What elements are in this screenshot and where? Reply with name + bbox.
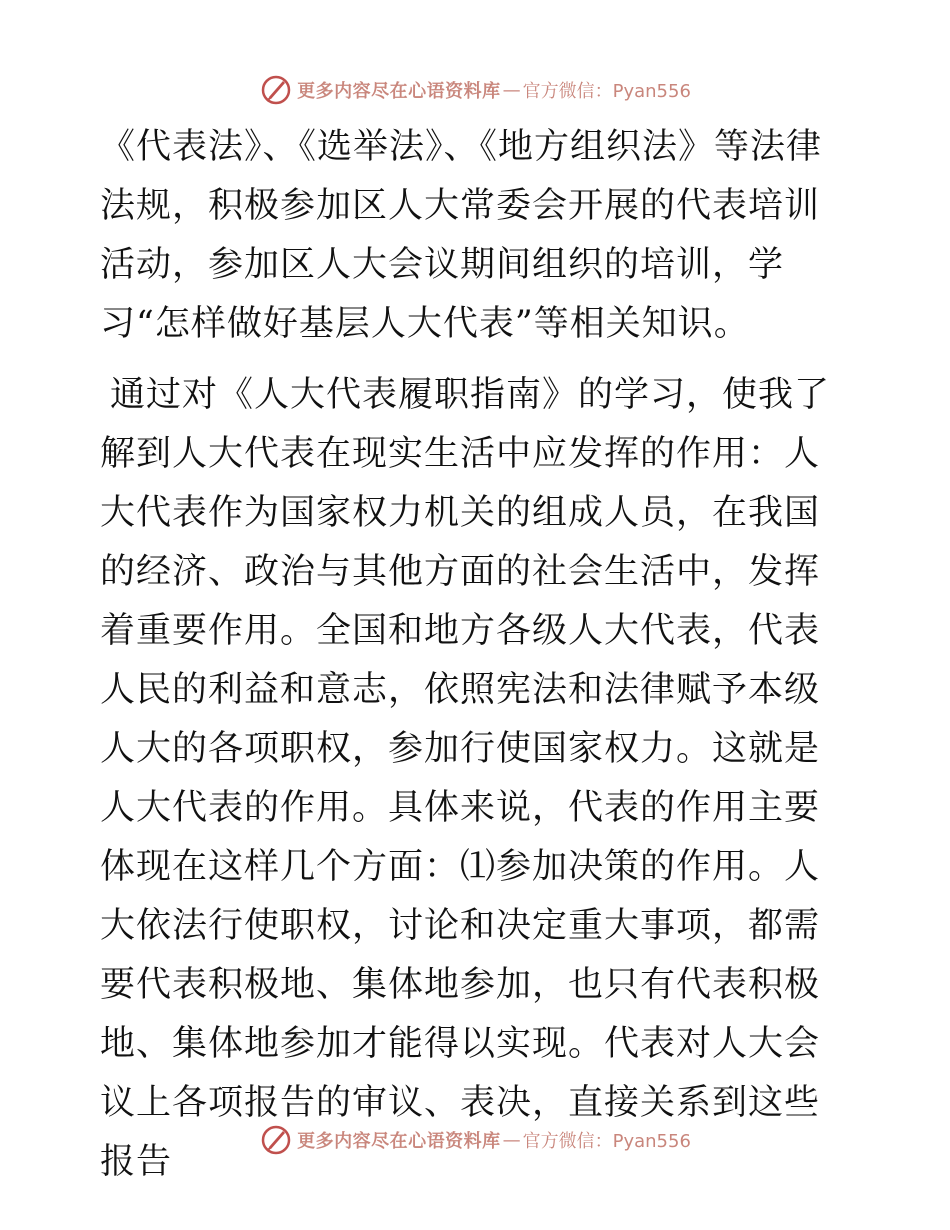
watermark-contact: 官方微信：Pyan556 <box>522 1131 691 1152</box>
header-watermark <box>0 70 950 110</box>
footer-watermark <box>0 1120 950 1160</box>
quill-logo-icon <box>259 73 293 107</box>
paragraph-1: 《代表法》、《选举法》、《地方组织法》等法律法规，积极参加区人大常委会开展的代表培训活动，参加区人大会议期间组织的培训，学习“怎样做好基层人大代表”等相关知识。 <box>100 127 823 344</box>
watermark-dash: — <box>502 79 521 101</box>
watermark-contact: 官方微信：Pyan556 <box>522 81 691 102</box>
paragraph-2: 通过对《人大代表履职指南》的学习，使我了解到人大代表在现实生活中应发挥的作用：人大代表作为国家权力机关的组成人员，在我国的经济、政治与其他方面的社会生活中，发挥着重要作用。全国和地方各级人大代表，代表人民的利益和意志，依照宪法和法律赋予本级人大的各项职权，参加行使国家权力。这就是人大代表的作用。具体来说，代表的作用主要体现在这样几个方面：⑴参加决策的作用。人大依法行使职权，讨论和决定重大事项，都需要代表积极地、集体地参加，也只有代表积极地、集体地参加才能得以实现。代表对人大会议上各项报告的审议、表决，直接关系到这些报告 <box>100 375 831 1182</box>
document-body <box>100 118 850 1192</box>
watermark-brand: 更多内容尽在心语资料库 <box>297 81 501 102</box>
watermark-brand: 更多内容尽在心语资料库 <box>297 1131 501 1152</box>
quill-logo-icon <box>259 1123 293 1157</box>
watermark-dash: — <box>502 1129 521 1151</box>
